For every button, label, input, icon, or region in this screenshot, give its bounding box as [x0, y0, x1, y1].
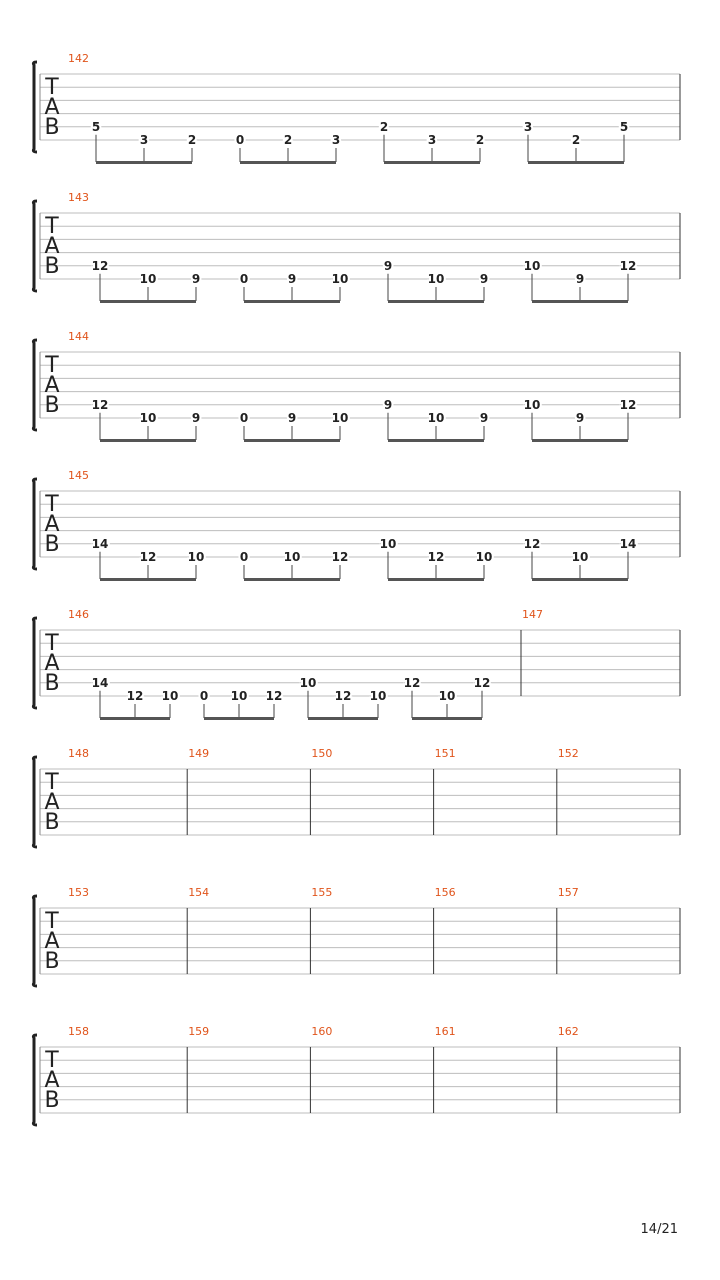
tab-clef-letter: B [44, 115, 60, 140]
fret-number: 10 [438, 689, 456, 703]
measure [68, 330, 680, 442]
system-bracket [33, 1035, 37, 1125]
beamed-note-group [240, 272, 349, 303]
measure-number: 153 [68, 886, 89, 899]
fret-number: 9 [383, 397, 393, 412]
fret-number: 12 [473, 675, 491, 690]
tab-clef-letter: B [44, 1088, 60, 1113]
fret-number: 12 [619, 397, 637, 412]
system-bracket [33, 757, 37, 847]
tab-clef-letter: B [44, 254, 60, 279]
tab-system [33, 191, 680, 303]
measure-number: 154 [188, 886, 210, 899]
tab-clef-letter: T [45, 492, 59, 517]
fret-number: 10 [571, 550, 589, 564]
fret-number: 2 [187, 133, 197, 147]
fret-number: 10 [331, 272, 349, 286]
fret-number: 9 [191, 272, 201, 286]
system-bracket [33, 201, 37, 291]
measure [68, 52, 680, 164]
fret-number: 10 [139, 272, 157, 286]
beamed-note-group [240, 550, 349, 581]
beam [308, 717, 378, 720]
beam [388, 578, 484, 581]
beam [100, 717, 170, 720]
beam [532, 300, 628, 303]
beam [388, 300, 484, 303]
tab-system [33, 469, 680, 581]
tab-clef-letter: A [44, 373, 60, 398]
fret-number: 12 [139, 550, 157, 564]
tab-clef-letter: A [44, 929, 60, 954]
tab-clef-letter: B [44, 671, 60, 696]
fret-number: 5 [619, 119, 629, 134]
tab-clef-letter: T [45, 214, 59, 239]
fret-number: 12 [91, 258, 109, 273]
beam [384, 161, 480, 164]
fret-number: 2 [571, 133, 581, 147]
fret-number: 0 [239, 550, 249, 564]
system-bracket [33, 340, 37, 430]
beam [244, 578, 340, 581]
tab-clef-letter: A [44, 95, 60, 120]
beamed-note-group [200, 689, 283, 720]
beamed-note-group [236, 133, 340, 164]
tab-clef-letter: T [45, 631, 59, 656]
tab-clef-letter: T [45, 353, 59, 378]
measure-number: 157 [557, 886, 579, 899]
system-bracket [33, 62, 37, 152]
fret-number: 12 [334, 689, 352, 703]
system-bracket [33, 896, 37, 986]
fret-number: 5 [91, 119, 101, 134]
beam [532, 578, 628, 581]
measure-number: 142 [68, 52, 89, 65]
measure-number: 162 [557, 1025, 579, 1038]
fret-number: 2 [475, 133, 485, 147]
fret-number: 14 [619, 536, 637, 551]
tab-clef-letter: B [44, 810, 60, 835]
measure-number: 150 [311, 747, 333, 760]
tab-clef-letter: A [44, 512, 60, 537]
tab-clef-letter: B [44, 532, 60, 557]
fret-number: 2 [379, 119, 389, 134]
beam [412, 717, 482, 720]
beam [96, 161, 192, 164]
tab-clef-letter: B [44, 393, 60, 418]
tab-system [33, 1025, 680, 1125]
measure-number: 158 [68, 1025, 89, 1038]
beam [532, 439, 628, 442]
fret-number: 3 [523, 119, 533, 134]
beam [388, 439, 484, 442]
beam [244, 300, 340, 303]
measure-number: 151 [434, 747, 456, 760]
fret-number: 3 [427, 133, 437, 147]
fret-number: 10 [427, 272, 445, 286]
tab-clef-letter: T [45, 909, 59, 934]
tab-clef-letter: T [45, 770, 59, 795]
fret-number: 12 [126, 689, 144, 703]
page-number: 14/21 [640, 1222, 678, 1237]
fret-number: 12 [403, 675, 421, 690]
measure [68, 191, 680, 303]
measure-number: 148 [68, 747, 89, 760]
beam [100, 578, 196, 581]
fret-number: 9 [479, 411, 489, 425]
measure-number: 159 [188, 1025, 210, 1038]
fret-number: 9 [287, 272, 297, 286]
fret-number: 10 [427, 411, 445, 425]
fret-number: 10 [230, 689, 248, 703]
system-bracket [33, 618, 37, 708]
fret-number: 14 [91, 675, 109, 690]
measure-number: 161 [434, 1025, 456, 1038]
tab-system [33, 330, 680, 442]
beam [528, 161, 624, 164]
measure-number: 147 [522, 608, 543, 621]
fret-number: 10 [187, 550, 205, 564]
beam [240, 161, 336, 164]
tab-clef-letter: T [45, 1048, 59, 1073]
beam [100, 439, 196, 442]
fret-number: 12 [427, 550, 445, 564]
beam [204, 717, 274, 720]
measure-number: 160 [311, 1025, 333, 1038]
fret-number: 12 [331, 550, 349, 564]
measure-number: 143 [68, 191, 89, 204]
beamed-note-group [240, 411, 349, 442]
beam [244, 439, 340, 442]
tab-system [33, 52, 680, 164]
fret-number: 2 [283, 133, 293, 147]
measure-number: 144 [68, 330, 89, 343]
tab-clef-letter: T [45, 75, 59, 100]
fret-number: 9 [479, 272, 489, 286]
fret-number: 9 [575, 411, 585, 425]
system-bracket [33, 479, 37, 569]
fret-number: 0 [239, 272, 249, 286]
fret-number: 0 [235, 133, 245, 147]
tab-clef-letter: A [44, 651, 60, 676]
beam [100, 300, 196, 303]
fret-number: 10 [379, 536, 397, 551]
fret-number: 9 [287, 411, 297, 425]
fret-number: 10 [523, 258, 541, 273]
fret-number: 10 [161, 689, 179, 703]
fret-number: 14 [91, 536, 109, 551]
fret-number: 10 [299, 675, 317, 690]
tab-clef-letter: A [44, 790, 60, 815]
tab-clef-letter: B [44, 949, 60, 974]
fret-number: 12 [523, 536, 541, 551]
fret-number: 9 [191, 411, 201, 425]
fret-number: 12 [91, 397, 109, 412]
tab-system [33, 886, 680, 986]
fret-number: 0 [239, 411, 249, 425]
measure-number: 156 [434, 886, 456, 899]
fret-number: 10 [283, 550, 301, 564]
measure [68, 608, 521, 720]
fret-number: 0 [199, 689, 209, 703]
measure-number: 146 [68, 608, 89, 621]
measure [68, 469, 680, 581]
measure-number: 155 [311, 886, 333, 899]
measure-number: 152 [557, 747, 579, 760]
tab-system [33, 747, 680, 847]
measure-number: 145 [68, 469, 89, 482]
fret-number: 10 [139, 411, 157, 425]
fret-number: 3 [139, 133, 149, 147]
tab-clef-letter: A [44, 1068, 60, 1093]
fret-number: 12 [619, 258, 637, 273]
fret-number: 3 [331, 133, 341, 147]
fret-number: 10 [475, 550, 493, 564]
fret-number: 9 [383, 258, 393, 273]
tab-clef-letter: A [44, 234, 60, 259]
tab-system [33, 608, 680, 720]
fret-number: 10 [369, 689, 387, 703]
fret-number: 10 [523, 397, 541, 412]
fret-number: 12 [265, 689, 283, 703]
fret-number: 10 [331, 411, 349, 425]
measure-number: 149 [188, 747, 210, 760]
fret-number: 9 [575, 272, 585, 286]
